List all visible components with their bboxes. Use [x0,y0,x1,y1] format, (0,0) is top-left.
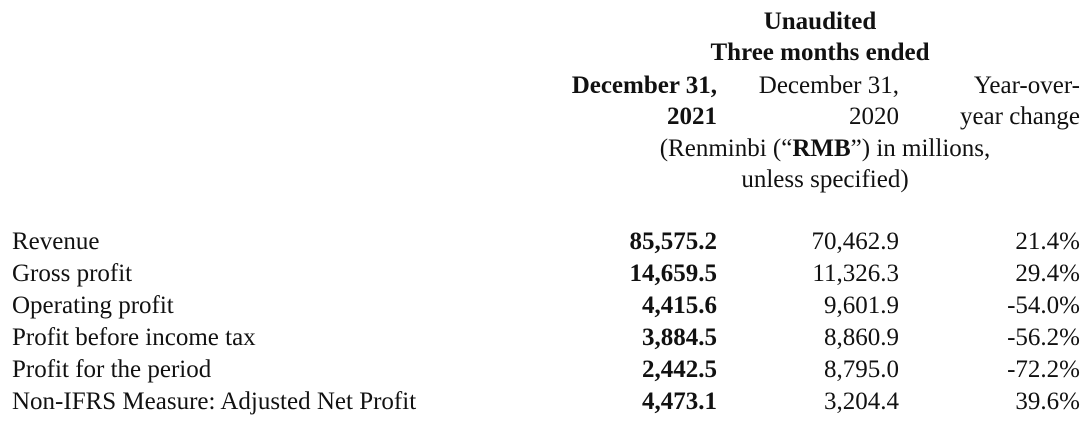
table-row [0,226,1090,258]
table-row [0,258,1090,290]
table-row [0,290,1090,322]
row-label: Revenue [12,228,100,255]
value-2021: 3,884.5 [642,324,717,351]
value-2021: 4,415.6 [642,292,717,319]
header-unaudited: Unaudited [763,8,877,35]
row-label: Gross profit [12,260,133,287]
value-change: -72.2% [1007,356,1080,383]
value-2021: 85,575.2 [629,228,717,255]
value-change: 29.4% [1015,260,1080,287]
value-change: -54.0% [1007,292,1080,319]
unit-note-line2: unless specified) [741,166,909,193]
unit-note-line1 [600,133,1050,165]
value-2020: 11,326.3 [812,260,899,287]
value-2020: 3,204.4 [824,388,899,415]
value-2020: 8,795.0 [824,356,899,383]
col-2021-heading-line1: December 31, [571,72,717,99]
table-row [0,354,1090,386]
row-label: Non-IFRS Measure: Adjusted Net Profit [12,388,417,415]
table-row [0,386,1090,418]
value-change: 39.6% [1015,388,1080,415]
value-2020: 9,601.9 [824,292,899,319]
unit-note-suffix: ”) in millions, [850,135,991,162]
col-2020-heading-line2: 2020 [849,103,899,130]
value-2020: 8,860.9 [824,324,899,351]
unit-note-rmb: RMB [792,135,851,162]
row-label: Profit for the period [12,356,212,383]
col-change-heading-line1: Year-over- [973,72,1080,99]
header-period: Three months ended [710,39,930,66]
value-2021: 14,659.5 [629,260,717,287]
col-2021-heading-line2: 2021 [667,103,717,130]
row-label: Profit before income tax [12,324,256,351]
value-2021: 2,442.5 [642,356,717,383]
value-2021: 4,473.1 [642,388,717,415]
col-change-heading-line2: year change [959,103,1080,130]
value-change: -56.2% [1007,324,1080,351]
row-label: Operating profit [12,292,174,319]
col-2020-heading-line1: December 31, [758,72,899,99]
unit-note-prefix: (Renminbi (“ [659,135,793,162]
value-2020: 70,462.9 [811,228,899,255]
table-row [0,322,1090,354]
value-change: 21.4% [1015,228,1080,255]
